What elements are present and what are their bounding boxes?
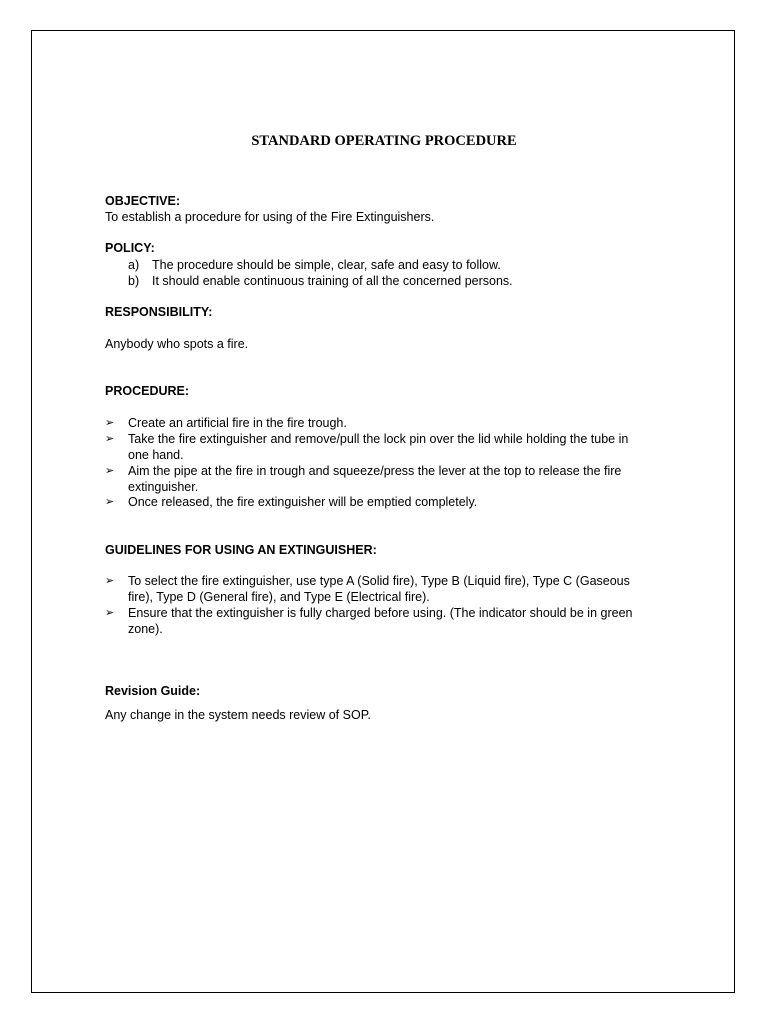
policy-item-marker: b) [128, 274, 140, 288]
arrow-bullet-icon: ➢ [105, 433, 115, 445]
document-title: STANDARD OPERATING PROCEDURE [251, 133, 517, 149]
objective-heading: OBJECTIVE: [105, 194, 181, 208]
revision-heading: Revision Guide: [105, 684, 201, 698]
revision-text: Any change in the system needs review of SOP. [105, 708, 371, 722]
arrow-bullet-icon: ➢ [105, 575, 115, 587]
objective-text: To establish a procedure for using of the Fire Extinguishers. [105, 210, 435, 224]
policy-item-text: The procedure should be simple, clear, safe and easy to follow. [152, 258, 501, 272]
procedure-item-text: Take the fire extinguisher and remove/pull the lock pin over the lid while holding the tube in [128, 432, 629, 446]
guideline-item-text: To select the fire extinguisher, use type A (Solid fire), Type B (Liquid fire), Type C (Gaseous [128, 574, 630, 588]
procedure-item-text: Create an artificial fire in the fire trough. [128, 416, 347, 430]
arrow-bullet-icon: ➢ [105, 417, 115, 429]
guidelines-heading: GUIDELINES FOR USING AN EXTINGUISHER: [105, 543, 377, 557]
procedure-item-text: one hand. [128, 448, 184, 462]
policy-item-marker: a) [128, 258, 140, 272]
arrow-bullet-icon: ➢ [105, 607, 115, 619]
page-border [31, 30, 735, 993]
policy-heading: POLICY: [105, 241, 155, 255]
guideline-item-text: zone). [128, 622, 163, 636]
procedure-item-text: extinguisher. [128, 480, 199, 494]
arrow-bullet-icon: ➢ [105, 465, 115, 477]
policy-item-text: It should enable continuous training of all the concerned persons. [152, 274, 513, 288]
responsibility-heading: RESPONSIBILITY: [105, 305, 213, 319]
responsibility-text: Anybody who spots a fire. [105, 337, 249, 351]
arrow-bullet-icon: ➢ [105, 496, 115, 508]
guideline-item-text: Ensure that the extinguisher is fully charged before using. (The indicator should be in green [128, 606, 633, 620]
guideline-item-text: fire), Type D (General fire), and Type E (Electrical fire). [128, 590, 430, 604]
procedure-heading: PROCEDURE: [105, 384, 190, 398]
procedure-item-text: Once released, the fire extinguisher will be emptied completely. [128, 495, 478, 509]
procedure-item-text: Aim the pipe at the fire in trough and squeeze/press the lever at the top to release the fire [128, 464, 622, 478]
